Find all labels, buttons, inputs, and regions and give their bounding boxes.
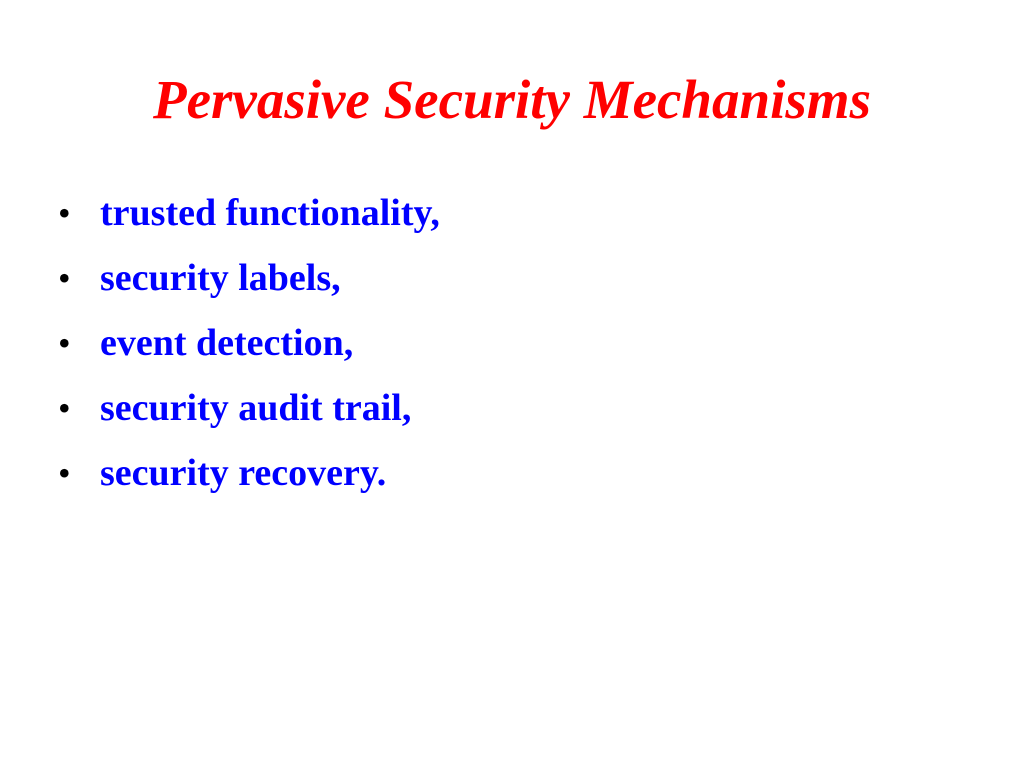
list-item xyxy=(58,318,440,383)
list-item xyxy=(58,383,440,448)
bullet-icon: • xyxy=(58,193,71,233)
bullet-text: security recovery. xyxy=(100,452,387,494)
bullet-text: event detection, xyxy=(100,322,354,364)
bullet-text: trusted functionality, xyxy=(100,192,440,234)
bullet-icon: • xyxy=(58,388,71,428)
list-item xyxy=(58,448,440,513)
bullet-icon: • xyxy=(58,323,71,363)
bullet-list xyxy=(58,188,440,513)
slide-title: Pervasive Security Mechanisms xyxy=(153,69,871,130)
bullet-text: security labels, xyxy=(100,257,341,299)
bullet-text: security audit trail, xyxy=(100,387,412,429)
bullet-icon: • xyxy=(58,453,71,493)
list-item xyxy=(58,188,440,253)
bullet-icon: • xyxy=(58,258,71,298)
list-item xyxy=(58,253,440,318)
